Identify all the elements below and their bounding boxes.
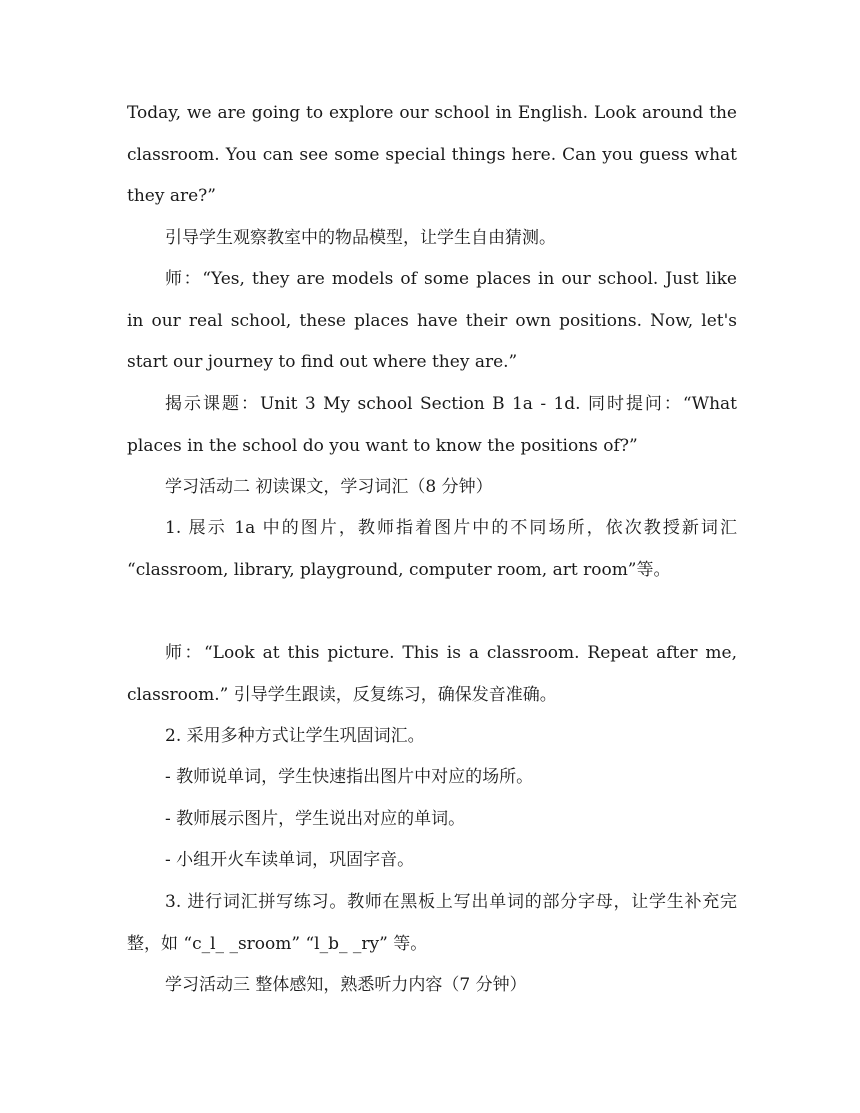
intro-paragraph: Today, we are going to explore our school in English. Look around the classroom. You can see some special things here. Can you guess what they are?” — [127, 103, 737, 206]
activity-two-heading: 学习活动二 初读课文，学习词汇（8 分钟） — [165, 477, 493, 497]
list-item: - 教师说单词，学生快速指出图片中对应的场所。 — [165, 767, 534, 787]
list-item: - 小组开火车读单词，巩固字音。 — [165, 850, 415, 870]
teacher-classroom-paragraph: 师：“Look at this picture. This is a classroom. Repeat after me, classroom.” 引导学生跟读，反复练习，确保发音准确。 — [127, 643, 737, 705]
guide-observe-paragraph: 引导学生观察教室中的物品模型，让学生自由猜测。 — [165, 228, 556, 248]
reveal-topic-paragraph: 揭示课题：Unit 3 My school Section B 1a - 1d. 同时提问：“What places in the school do you want to know the positions of?” — [127, 394, 737, 456]
vocab-teaching-paragraph: 1. 展示 1a 中的图片，教师指着图片中的不同场所，依次教授新词汇 “classroom, library, playground, computer room, art room”等。 — [127, 518, 737, 580]
spelling-practice-paragraph: 3. 进行词汇拼写练习。教师在黑板上写出单词的部分字母，让学生补充完整，如 “c_l_ _sroom” “l_b_ _ry” 等。 — [127, 892, 737, 954]
list-item: - 教师展示图片，学生说出对应的单词。 — [165, 809, 466, 829]
consolidate-vocab-paragraph: 2. 采用多种方式让学生巩固词汇。 — [165, 726, 425, 746]
teacher-models-paragraph: 师：“Yes, they are models of some places in our school. Just like in our real school, these places have their own positions. Now, let's start our journey to find out where they are.” — [127, 269, 737, 372]
activity-three-heading: 学习活动三 整体感知，熟悉听力内容（7 分钟） — [165, 975, 527, 995]
